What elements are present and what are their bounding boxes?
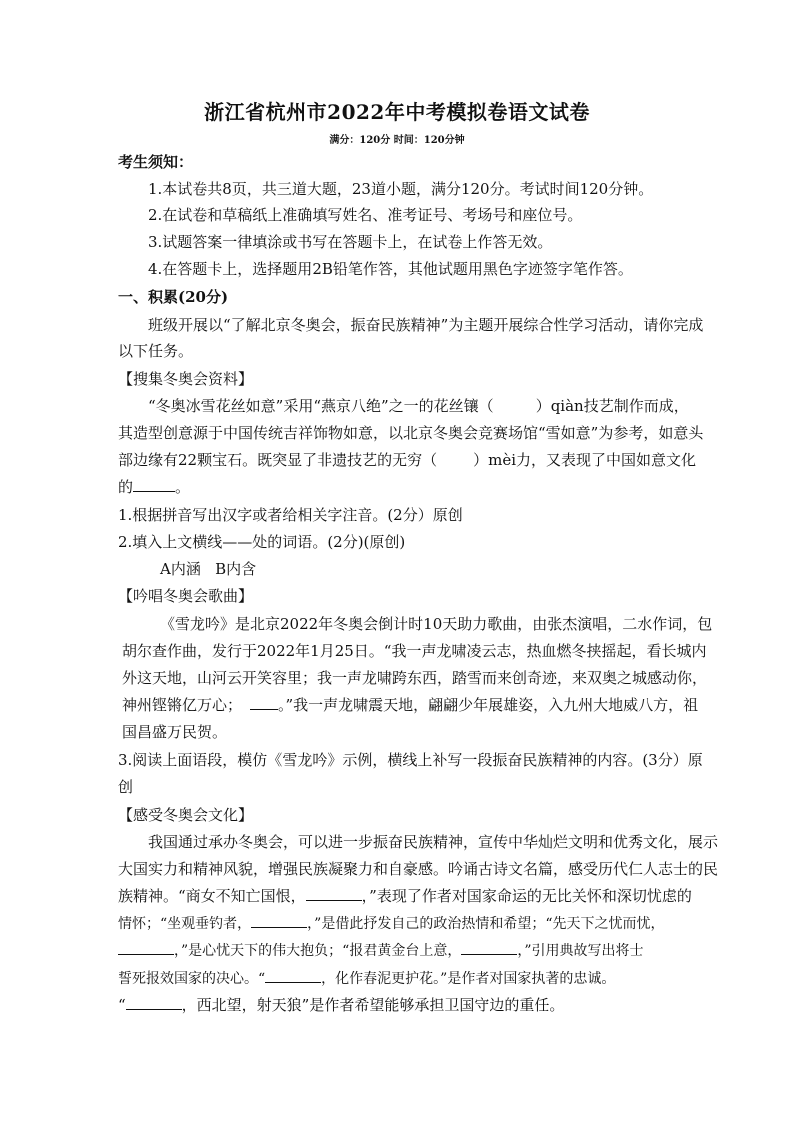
part-3-line-2: 大国实力和精神风貌，增强民族凝聚力和自豪感。吟诵古诗文名篇，感受历代仁人志士的民 xyxy=(118,860,719,878)
exam-title: 浙江省杭州市2022年中考模拟卷语文试卷 xyxy=(204,100,590,124)
part-3-line-6 xyxy=(118,968,678,989)
notice-item-2: 2.在试卷和草稿纸上准确填写姓名、准考证号、考场号和座位号。 xyxy=(148,206,583,224)
question-1: 1.根据拼音写出汉字或者给相关字注音。(2分）原创 xyxy=(118,506,463,524)
answer-blank[interactable] xyxy=(250,695,278,710)
notice-item-4: 4.在答题卡上，选择题用2B铅笔作答，其他试题用黑色字迹签字笔作答。 xyxy=(148,260,633,278)
part-1-line-1-a: “冬奥冰雪花丝如意”采用“燕京八绝”之一的花丝镶（ xyxy=(148,397,494,415)
part-3-line-1: 我国通过承办冬奥会，可以进一步振奋民族精神，宣传中华灿烂文明和优秀文化，展示 xyxy=(148,833,719,851)
section-1-intro-line-1: 班级开展以“了解北京冬奥会，振奋民族精神”为主题开展综合性学习活动，请你完成 xyxy=(148,316,704,334)
part-2-line-1: 《雪龙吟》是北京2022年冬奥会倒计时10天助力歌曲，由张杰演唱，二水作词，包 xyxy=(160,615,713,633)
part-3-line-4-a: 情怀；“坐观垂钓者， xyxy=(118,916,252,932)
question-3: 3.阅读上面语段，模仿《雪龙吟》示例，横线上补写一段振奋民族精神的内容。(3分）原 xyxy=(118,751,703,769)
part-1-line-1-b: ）qiàn技艺制作而成， xyxy=(535,397,689,415)
part-3-line-5 xyxy=(118,940,678,961)
answer-blank[interactable] xyxy=(126,995,182,1010)
part-3-line-5-a: ，”是心忧天下的伟大抱负；“报君黄金台上意， xyxy=(174,943,462,959)
question-2-options: A内涵 B内含 xyxy=(160,560,257,578)
part-1-heading: 【搜集冬奥会资料】 xyxy=(118,370,254,388)
answer-blank[interactable] xyxy=(118,940,174,955)
part-1-line-2: 其造型创意源于中国传统吉祥饰物如意，以北京冬奥会竞赛场馆“雪如意”为参考，如意头 xyxy=(118,424,704,442)
part-3-line-3-a: 族精神。“商女不知亡国恨， xyxy=(118,887,306,905)
part-3-heading: 【感受冬奥会文化】 xyxy=(118,806,254,824)
part-3-line-3 xyxy=(118,886,692,906)
part-2-line-4 xyxy=(122,695,699,715)
part-3-line-6-b: ，化作春泥更护花。”是作者对国家执著的忠诚。 xyxy=(321,971,616,987)
section-1-intro-line-2: 以下任务。 xyxy=(118,342,194,360)
part-2-line-4-a: 神州铿锵亿万心； xyxy=(122,696,243,714)
part-1-line-4-a: 的 xyxy=(118,478,134,496)
part-1-line-3-b: ）mèi力，又表现了中国如意文化 xyxy=(473,451,696,469)
part-1-line-4-b: 。 xyxy=(175,478,191,496)
part-2-heading: 【吟唱冬奥会歌曲】 xyxy=(118,587,254,605)
notice-item-1: 1.本试卷共8页，共三道大题，23道小题，满分120分。考试时间120分钟。 xyxy=(148,180,654,198)
notice-heading: 考生须知： xyxy=(118,153,194,171)
part-2-line-2: 胡尔查作曲，发行于2022年1月25日。“我一声龙啸凌云志，热血燃冬挟摇起，看长城内 xyxy=(122,642,707,660)
answer-blank[interactable] xyxy=(133,477,175,492)
question-2: 2.填入上文横线——处的词语。(2分)(原创) xyxy=(118,533,406,551)
part-3-line-5-b: ，”引用典故写出将士 xyxy=(517,943,644,959)
part-3-line-3-b: ，”表现了作者对国家命运的无比关怀和深切忧虑的 xyxy=(361,887,692,905)
part-3-line-7-b: ，西北望，射天狼”是作者希望能够承担卫国守边的重任。 xyxy=(181,996,565,1014)
part-1-line-3 xyxy=(118,450,696,470)
part-3-line-4 xyxy=(118,913,678,934)
answer-blank[interactable] xyxy=(461,940,517,955)
exam-subtitle: 满分：120分 时间：120分钟 xyxy=(329,135,465,146)
answer-blank[interactable] xyxy=(306,886,362,901)
part-1-line-3-a: 部边缘有22颗宝石。既突显了非遗技艺的无穷（ xyxy=(118,451,438,469)
notice-item-3: 3.试题答案一律填涂或书写在答题卡上，在试卷上作答无效。 xyxy=(148,233,553,251)
part-1-line-1 xyxy=(148,396,689,416)
section-1-heading: 一、积累(20分) xyxy=(118,288,229,306)
part-3-line-4-b: ，”是借此抒发自己的政治热情和希望；“先天下之忧而忧， xyxy=(307,916,665,932)
part-1-line-4 xyxy=(118,477,678,497)
answer-blank[interactable] xyxy=(265,968,321,983)
part-2-line-5: 国昌盛万民贺。 xyxy=(122,723,228,741)
part-2-line-3: 外这天地，山河云开笑容里；我一声龙啸跨东西，踏雪而来创奇迹，来双奥之城感动你， xyxy=(122,669,708,687)
answer-blank[interactable] xyxy=(251,913,307,928)
part-2-line-4-b: 。”我一声龙啸震天地，翩翩少年展雄姿，入九州大地威八方，祖 xyxy=(278,696,699,714)
question-3-cont: 创 xyxy=(118,778,134,796)
part-3-line-7-a: “ xyxy=(118,996,126,1014)
part-3-line-7 xyxy=(118,995,678,1015)
part-3-line-6-a: 誓死报效国家的决心。“ xyxy=(118,971,266,987)
